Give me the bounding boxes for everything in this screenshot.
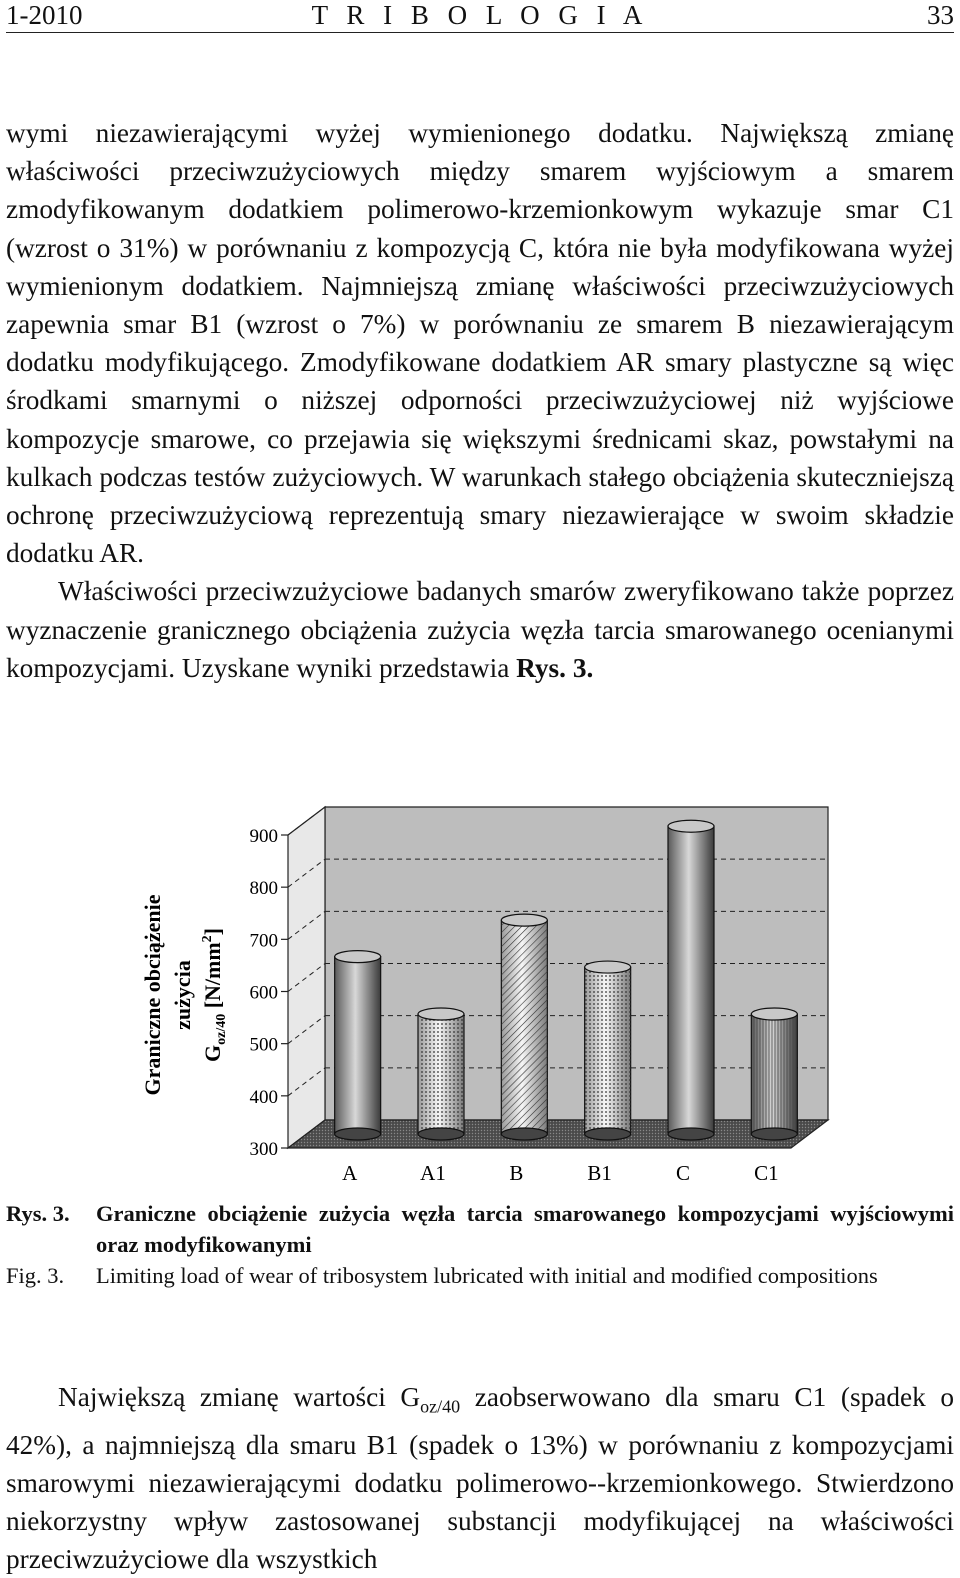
bar-top: [668, 820, 714, 832]
chart-side-wall: [288, 807, 325, 1148]
y-tick-label: 900: [249, 826, 278, 847]
bar-base: [668, 1128, 714, 1140]
y-tick-label: 800: [249, 878, 278, 900]
bar-base: [335, 1128, 381, 1140]
bar-base: [418, 1128, 464, 1140]
paragraph-1: wymi niezawierającymi wyżej wymienionego dodatku. Największą zmianę właściwości przeciwzużyciowych między smarem wyjściowym a smarem zmodyfikowanym dodatkiem polimerowo-krzemionkowym wykazuje smar C1 (wzrost o 31%) w porównaniu z kompozycją C, która nie była modyfikowana wyżej wymienionym dodatkiem. Najmniejszą zmianę właściwości przeciwzużyciowych zapewnia smar B1 (wzrost o 7%) w porównaniu ze smarem B niezawierającym dodatku modyfikującego. Zmodyfikowane dodatkiem AR smary plastyczne są więc środkami smarnymi o niższej odporności przeciwzużyciowej niż wyjściowe kompozycje smarowe, co przejawia się większymi średnicami skaz, powstałymi na kulkach podczas testów zużyciowych. W warunkach stałego obciążenia skuteczniejszą ochronę przeciwzużyciową reprezentują smary niezawierające w swoim składzie dodatku AR. Właściwości przeciwzużyciowe badanych smarów zweryfikowano także poprzez wyznaczenie granicznego obciążenia zużycia węzła tarcia smarowanego ocenianymi kompozycjami. Uzyskane wyniki przedstawia Rys. 3.: [6, 114, 954, 687]
caption-en-label: Fig. 3.: [6, 1263, 65, 1288]
bar-top: [335, 951, 381, 963]
bar-B1: [585, 961, 631, 1140]
x-category-label: A1: [420, 1161, 446, 1185]
caption-pl-text: Graniczne obciążenie zużycia węzła tarcia smarowanego kompozycjami wyjściowymi oraz modyfikowanymi: [96, 1201, 954, 1257]
paragraph-2: Właściwości przeciwzużyciowe badanych smarów zweryfikowano także poprzez wyznaczenie granicznego obciążenia zużycia węzła tarcia smarowanego ocenianymi kompozycjami. Uzyskane wyniki przedstawia Rys. 3.: [6, 576, 954, 683]
bar-base: [751, 1128, 797, 1140]
paragraph-3: Największą zmianę wartości $G_{oz/40}$ zaobserwowano dla smaru C1 (spadek o 42%), a najmniejszą dla smaru B1 (spadek o 13%) w porównaniu z kompozycjami smarowymi niezawierającymi dodatku polimerowo--krzemionkowego. Stwierdzono niekorzystny wpływ zastosowanej substancji modyfikującej na właściwości przeciwzużyciowe dla wszystkich: [6, 1382, 954, 1575]
page-number: 33: [927, 0, 954, 30]
y-axis-label: [140, 894, 229, 1095]
bar-body: [668, 826, 714, 1134]
y-tick-labels: [250, 826, 289, 1160]
page-header: [6, 0, 954, 33]
y-tick-label: 600: [249, 982, 278, 1004]
caption-en-text: Limiting load of wear of tribosystem lubricated with initial and modified compositions: [96, 1263, 878, 1288]
bar-base: [501, 1128, 547, 1140]
x-category-label: B1: [587, 1161, 612, 1185]
chart-svg: [0, 790, 960, 1190]
bar-base: [585, 1128, 631, 1140]
x-category-label: B: [509, 1161, 524, 1185]
bar-C1: [751, 1008, 797, 1140]
bar-C: [668, 820, 714, 1140]
x-category-label: C: [675, 1161, 691, 1185]
bar-top: [501, 914, 547, 926]
bar-top: [418, 1008, 464, 1020]
y-axis-label-line2: zużycia: [170, 960, 195, 1030]
bar-top: [751, 1008, 797, 1020]
issue-number: 1-2010: [6, 0, 83, 30]
bar-pattern: [585, 967, 631, 1134]
caption-pl-label: Rys. 3.: [6, 1201, 70, 1226]
bar-pattern: [751, 1014, 797, 1134]
journal-title: T R I B O L O G I A: [311, 0, 649, 30]
x-category-labels: [342, 1161, 779, 1185]
y-tick-label: 300: [249, 1139, 278, 1160]
x-category-label: C1: [754, 1161, 779, 1185]
bar-top: [585, 961, 631, 973]
bar-A: [335, 951, 381, 1140]
figure-reference: Rys. 3.: [516, 652, 594, 683]
bar-pattern: [501, 920, 547, 1134]
y-tick-label: 700: [249, 930, 278, 952]
bar-pattern: [418, 1014, 464, 1134]
bar-chart: [0, 790, 960, 1190]
bar-A1: [418, 1008, 464, 1140]
y-tick-label: 400: [249, 1086, 278, 1108]
figure-caption-en: [6, 1260, 954, 1291]
y-tick-label: 500: [249, 1034, 278, 1056]
x-category-label: A: [342, 1161, 358, 1185]
bar-body: [335, 957, 381, 1134]
y-axis-label-line1: Graniczne obciążenie: [140, 894, 165, 1096]
y-axis-label-line3: $G_{oz/40}$ $[N/mm^2]$: [200, 927, 229, 1063]
figure-caption-pl: [6, 1198, 954, 1260]
bar-B: [501, 914, 547, 1140]
